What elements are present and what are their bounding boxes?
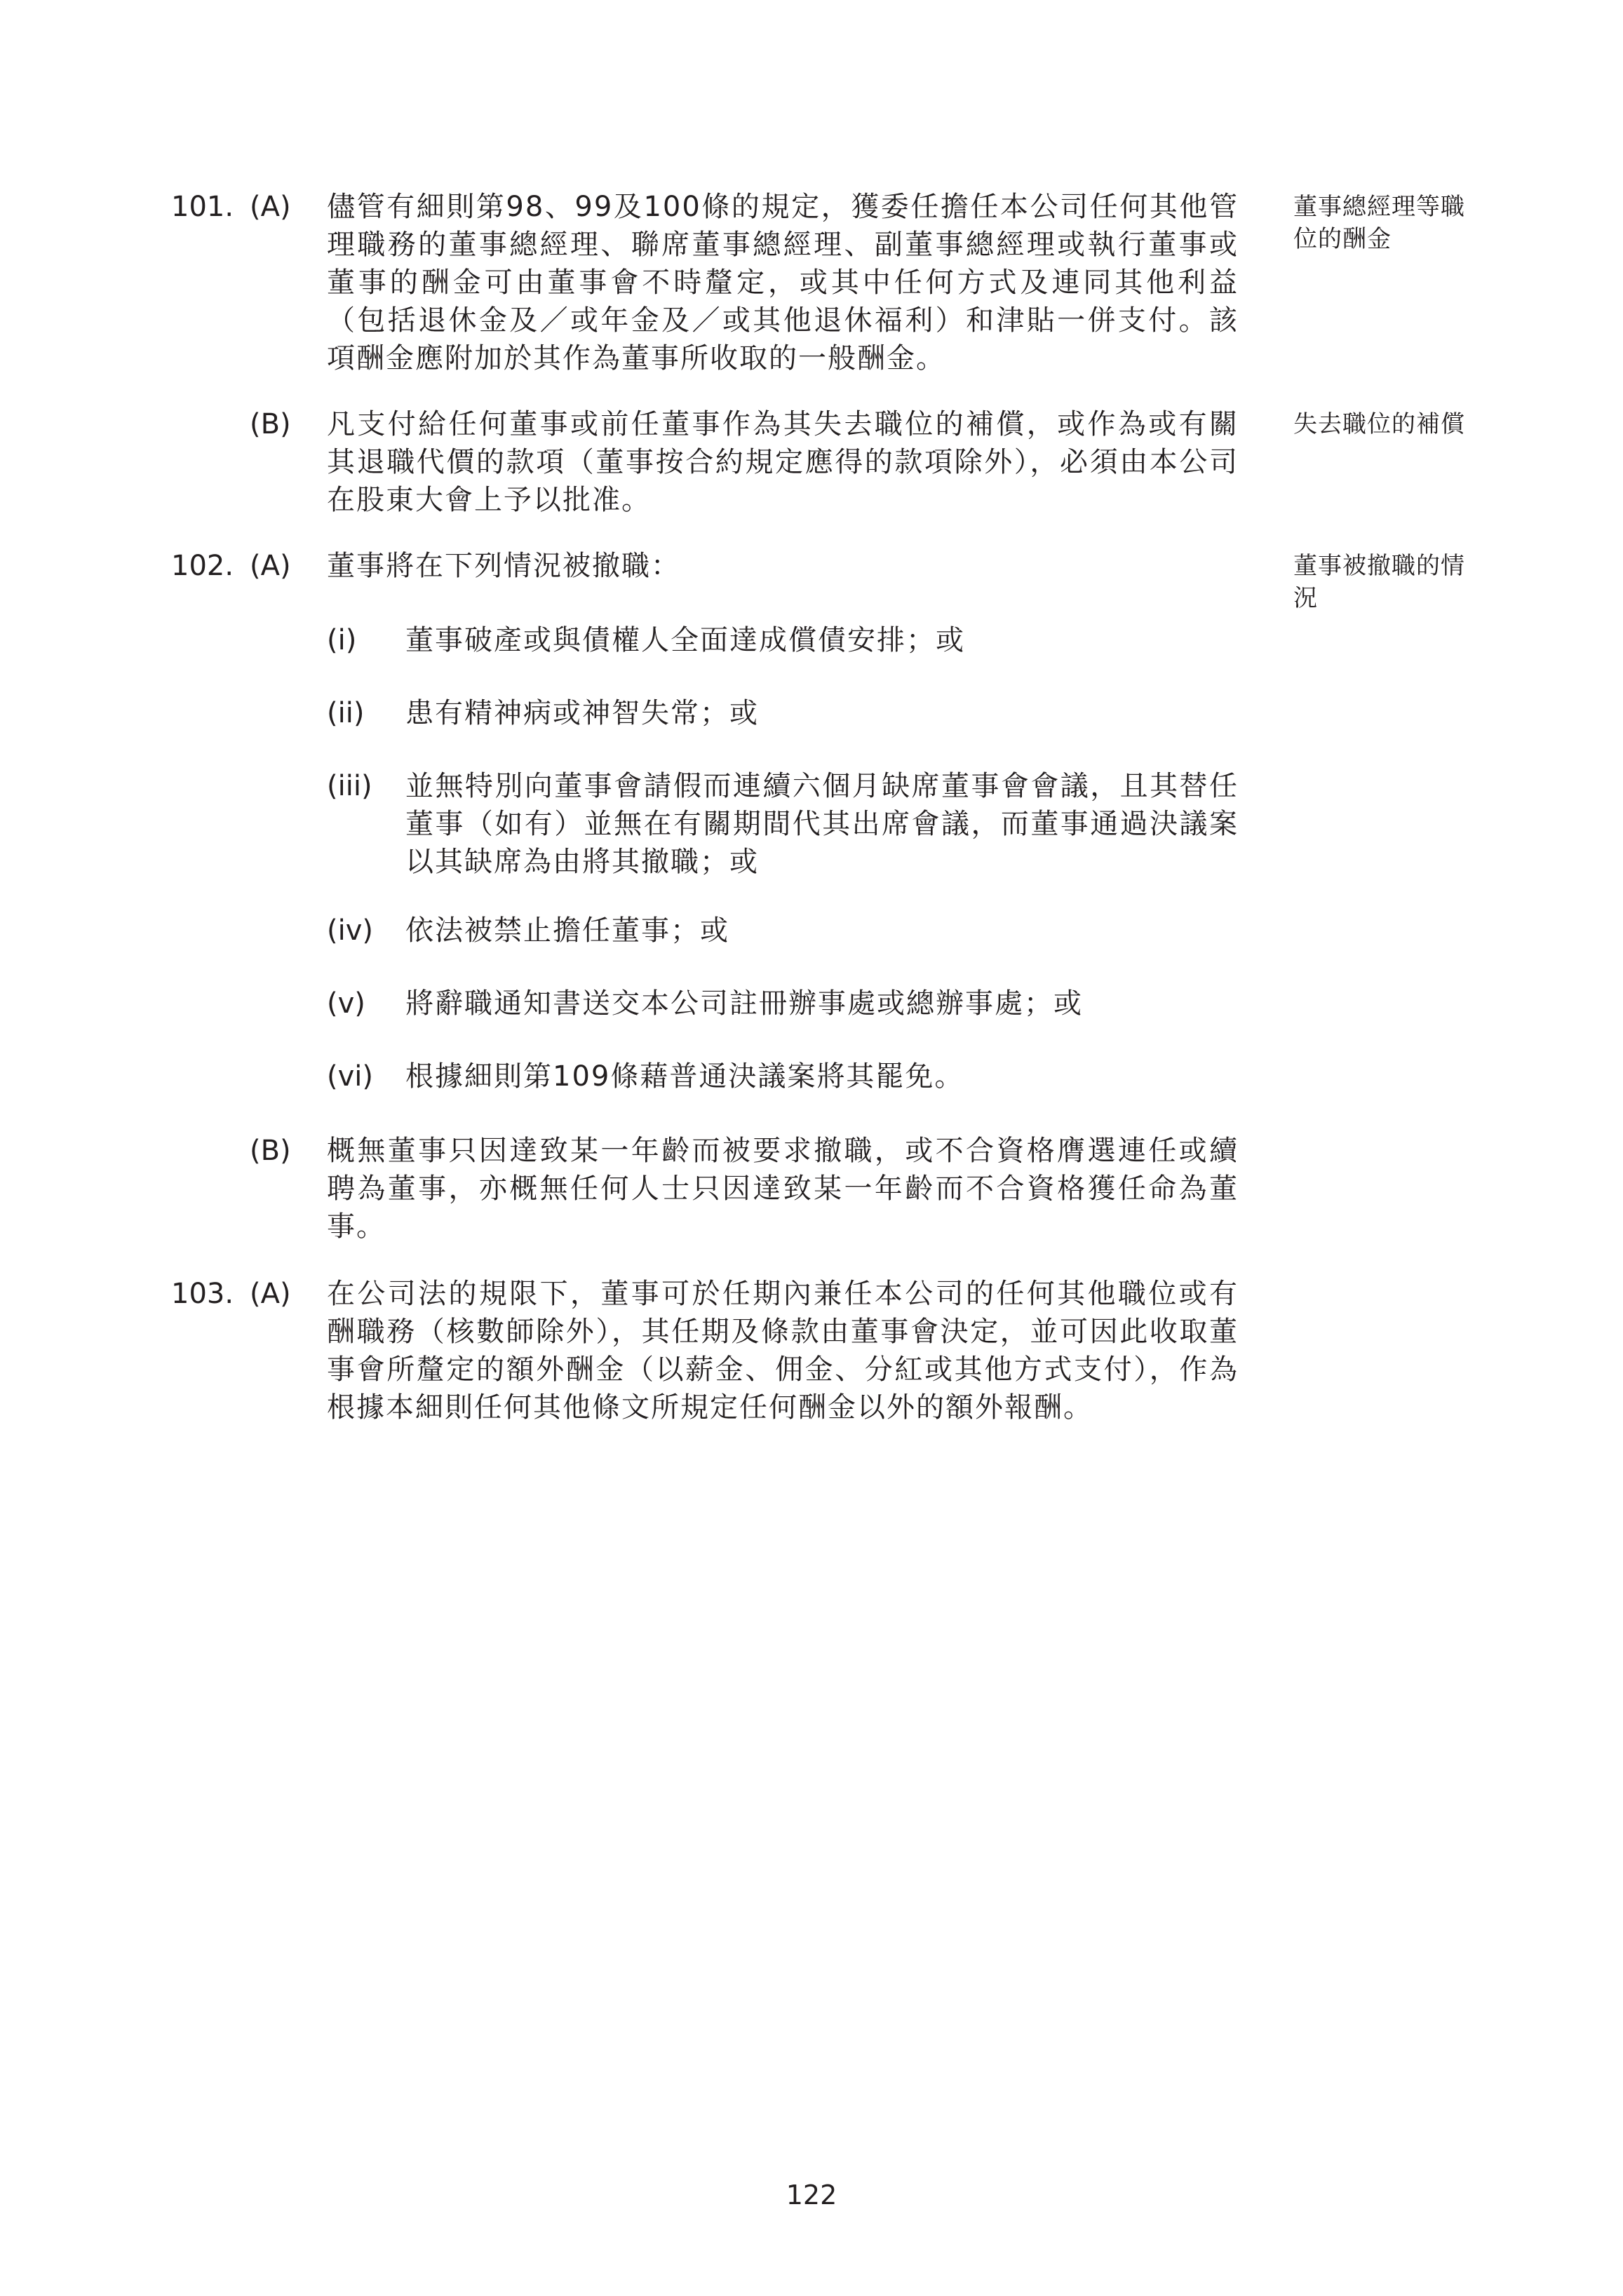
item-text: 將辭職通知書送交本公司註冊辦事處或總辦事處；或 (405, 987, 1083, 1020)
item-numeral: (v) (327, 987, 365, 1020)
item-text: 根據細則第109條藉普通決議案將其罷免。 (405, 1060, 964, 1093)
paragraph-text: 概無董事只因達致某一年齡而被要求撤職，或不合資格膺選連任或續聘為董事，亦概無任何人士只因達致某一年齡而不合資格獲任命為董事。 (327, 1135, 1239, 1243)
paragraph-text: 儘管有細則第98、99及100條的規定，獲委任擔任本公司任何其他管理職務的董事總經理、聯席董事總經理、副董事總經理或執行董事或董事的酬金可由董事會不時釐定，或其中任何方式及連同其他利益（包括退休金及／或年金及／或其他退休福利）和津貼一併支付。該項酬金應附加於其作為董事所收取的一般酬金。 (327, 191, 1239, 374)
margin-note: 董事總經理等職位的酬金 (1293, 193, 1465, 253)
paragraph-letter: (A) (250, 550, 291, 582)
paragraph-letter: (A) (250, 191, 291, 223)
item-numeral: (i) (327, 624, 357, 656)
item-numeral: (ii) (327, 697, 365, 729)
item-numeral: (iv) (327, 914, 373, 947)
paragraph-letter: (B) (250, 1135, 291, 1167)
item-text: 患有精神病或神智失常；或 (405, 697, 759, 729)
margin-note: 董事被撤職的情況 (1293, 552, 1465, 612)
paragraph-text: 董事將在下列情況被撤職： (327, 550, 680, 582)
paragraph-text: 凡支付給任何董事或前任董事作為其失去職位的補償，或作為或有關其退職代價的款項（董事按合約規定應得的款項除外），必須由本公司在股東大會上予以批准。 (327, 408, 1239, 516)
item-numeral: (iii) (327, 770, 372, 802)
paragraph-text: 在公司法的規限下，董事可於任期內兼任本公司的任何其他職位或有酬職務（核數師除外），其任期及條款由董事會決定，並可因此收取董事會所釐定的額外酬金（以薪金、佣金、分紅或其他方式支付），作為根據本細則任何其他條文所規定任何酬金以外的額外報酬。 (327, 1278, 1239, 1424)
page-number: 122 (786, 2180, 837, 2210)
article-number: 101. (171, 191, 234, 223)
item-numeral: (vi) (327, 1060, 373, 1093)
paragraph-letter: (B) (250, 408, 291, 440)
paragraph-letter: (A) (250, 1278, 291, 1310)
item-text: 董事破產或與債權人全面達成償債安排；或 (405, 624, 965, 656)
item-text: 依法被禁止擔任董事；或 (405, 914, 729, 947)
article-number: 103. (171, 1278, 234, 1310)
item-text: 並無特別向董事會請假而連續六個月缺席董事會會議，且其替任董事（如有）並無在有關期間代其出席會議，而董事通過決議案以其缺席為由將其撤職；或 (405, 770, 1239, 878)
margin-note: 失去職位的補償 (1293, 410, 1465, 438)
article-number: 102. (171, 550, 234, 582)
